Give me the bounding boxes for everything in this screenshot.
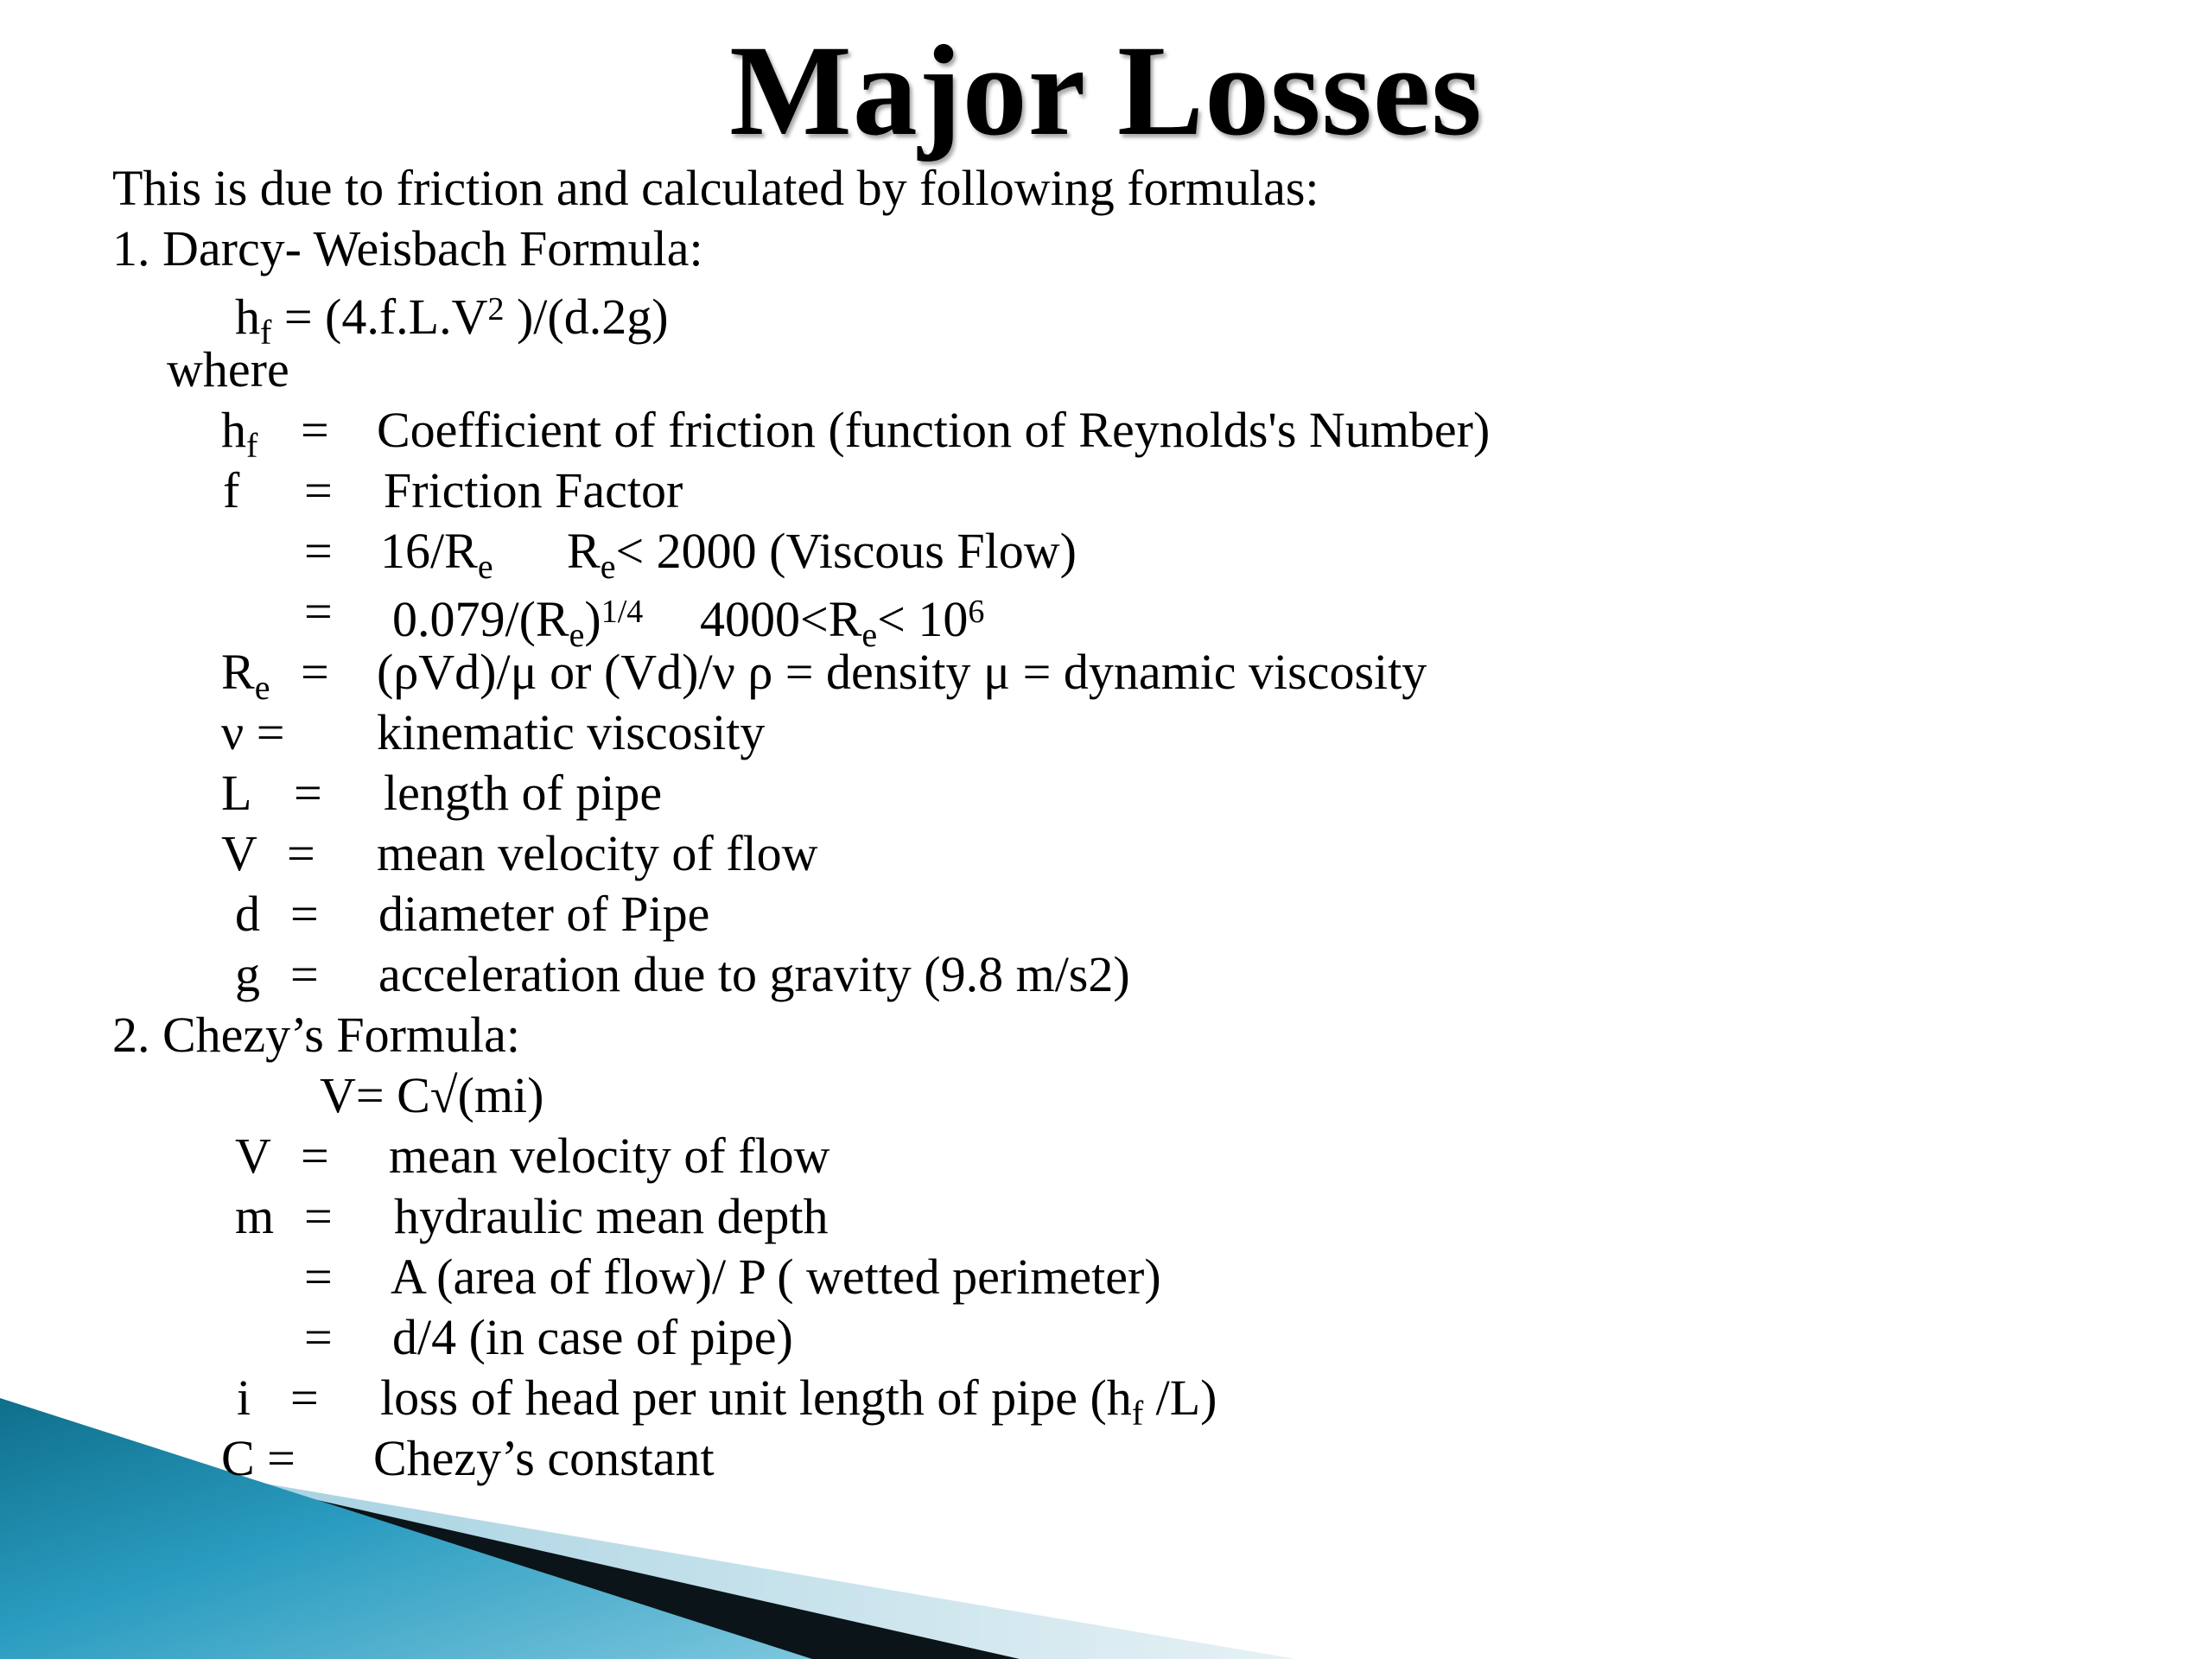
f-case-turbulent (0, 582, 2212, 654)
g-equals: = (290, 946, 319, 1002)
chezy-v-text: mean velocity of flow (389, 1128, 830, 1184)
chezy-m-symbol: m (235, 1188, 275, 1244)
hf-sym: h (221, 402, 246, 458)
darcy-heading: 1. Darcy- Weisbach Formula: (112, 220, 703, 276)
hf-definition (0, 400, 2212, 465)
l-text: length of pipe (384, 765, 663, 821)
f-case2-b-sub: e (861, 615, 878, 654)
chezy-formula: V= C√(mi) (320, 1067, 544, 1123)
f-case-viscous (0, 521, 2212, 586)
f-case2-a-sub: e (569, 615, 585, 654)
g-symbol: g (235, 946, 260, 1002)
v-text: mean velocity of flow (377, 825, 818, 881)
f-case2-b: 4000<R (700, 591, 862, 647)
v-definition (0, 823, 2212, 884)
re-sub: e (254, 668, 270, 707)
chezy-m-case1-equals: = (304, 1249, 333, 1305)
f-case1-a: 16/R (380, 523, 478, 579)
chezy-i-text-end: /L) (1143, 1370, 1217, 1426)
chezy-m-text: hydraulic mean depth (394, 1188, 829, 1244)
f-case2-c-sup: 6 (968, 594, 985, 630)
chezy-m-case1-text: A (area of flow)/ P ( wetted perimeter) (391, 1249, 1161, 1305)
chezy-v-definition (0, 1126, 2212, 1186)
f-case2-c: < 10 (877, 591, 969, 647)
formula-sub-f: f (260, 313, 272, 352)
formula-rhs-end: )/(d.2g) (504, 289, 669, 345)
f-case1-c: < 2000 (Viscous Flow) (615, 523, 1077, 579)
re-definition (0, 642, 2212, 707)
f-case2-equals: = (304, 583, 333, 639)
f-case1-equals: = (304, 523, 333, 579)
chezy-i-equals: = (290, 1370, 319, 1426)
chezy-c-symbol: C = (221, 1430, 296, 1486)
f-case2-a: 0.079/(R (392, 591, 569, 647)
nu-definition (0, 702, 2212, 763)
l-symbol: L (221, 765, 252, 821)
formula-rhs-start: = (4.f.L.V (271, 289, 488, 345)
where-label: where (167, 341, 289, 397)
chezy-heading: 2. Chezy’s Formula: (112, 1007, 521, 1063)
chezy-m-case-pipe (0, 1307, 2212, 1368)
f-equals: = (304, 462, 333, 518)
f-case2-a-close: ) (584, 591, 601, 647)
chezy-m-equals: = (304, 1188, 333, 1244)
corner-swoosh-decoration (0, 1382, 2212, 1659)
f-case1-a-sub: e (477, 547, 493, 586)
chezy-v-symbol: V (235, 1128, 271, 1184)
f-case1-b-sub: e (600, 547, 616, 586)
g-definition (0, 944, 2212, 1005)
chezy-i-text-sub: f (1131, 1394, 1144, 1433)
re-text: (ρVd)/μ or (Vd)/ν ρ = density μ = dynamic viscosity (377, 644, 1427, 700)
hf-text: Coefficient of friction (function of Reynolds's Number) (377, 402, 1491, 458)
chezy-c-definition (0, 1428, 2212, 1489)
chezy-c-text: Chezy’s constant (373, 1430, 715, 1486)
d-symbol: d (235, 886, 260, 942)
f-symbol: f (223, 462, 240, 518)
nu-text: kinematic viscosity (377, 704, 766, 760)
chezy-m-case-area (0, 1247, 2212, 1307)
slide-title: Major Losses (729, 19, 1483, 162)
re-equals: = (301, 644, 329, 700)
f-case1-b: R (567, 523, 601, 579)
chezy-m-definition (0, 1186, 2212, 1247)
hf-sub: f (246, 426, 258, 465)
formula-sup-2: 2 (487, 291, 505, 327)
f-definition (0, 461, 2212, 521)
darcy-formula (235, 279, 669, 363)
formula-h: h (235, 289, 260, 345)
intro-text: This is due to friction and calculated by following formulas: (112, 160, 1319, 216)
f-case2-a-sup: 1/4 (601, 594, 644, 630)
v-symbol: V (221, 825, 257, 881)
re-sym: R (221, 644, 255, 700)
chezy-m-case2-text: d/4 (in case of pipe) (392, 1309, 793, 1365)
f-text: Friction Factor (384, 462, 683, 518)
g-text: acceleration due to gravity (9.8 m/s2) (378, 946, 1130, 1002)
d-definition (0, 884, 2212, 944)
chezy-i-text-start: loss of head per unit length of pipe (h (380, 1370, 1132, 1426)
v-equals: = (287, 825, 315, 881)
l-definition (0, 763, 2212, 823)
chezy-i-symbol: i (237, 1370, 251, 1426)
chezy-m-case2-equals: = (304, 1309, 333, 1365)
hf-equals: = (301, 402, 329, 458)
nu-symbol: ν = (221, 704, 285, 760)
l-equals: = (294, 765, 322, 821)
d-equals: = (290, 886, 319, 942)
d-text: diameter of Pipe (378, 886, 710, 942)
chezy-v-equals: = (301, 1128, 329, 1184)
